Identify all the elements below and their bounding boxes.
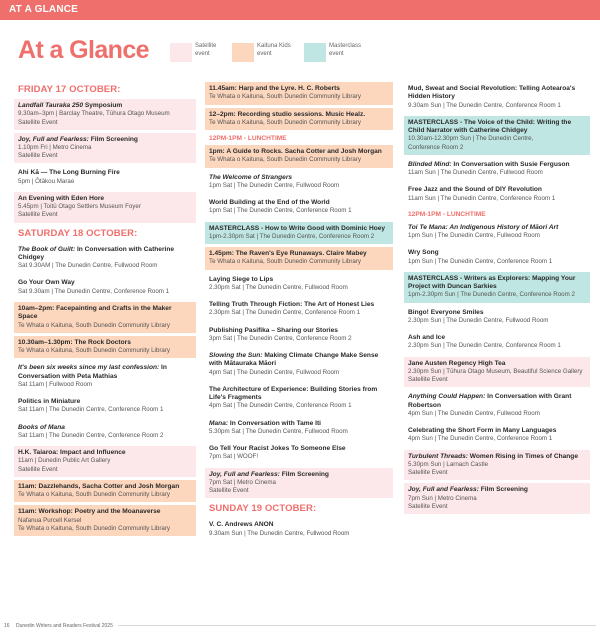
- day-header-sunday: SUNDAY 19 OCTOBER:: [209, 503, 317, 515]
- sunday-afternoon-list: [404, 221, 590, 514]
- sunday-list: [205, 518, 393, 541]
- event-title-text: Ash and Ice: [408, 334, 446, 342]
- event-details: 5.30pm Sat | The Dunedin Centre, Fullwood Room: [209, 427, 348, 435]
- column-1: [14, 82, 196, 539]
- event-title-text: MASTERCLASS - How to Write Good with Dominic Hoey: [209, 224, 386, 232]
- event-entry: [205, 324, 393, 347]
- event-subtitle: Satellite Event: [18, 211, 58, 219]
- event-title: [209, 386, 389, 403]
- event-title: [18, 169, 192, 177]
- event-entry: [205, 383, 393, 414]
- event-title-text: Film Screening: [478, 486, 528, 494]
- event-details: Te Whata o Kaituna, South Dunedin Community Library: [209, 258, 362, 266]
- event-details: 1pm Sun | The Dunedin Centre, Fullwood Room: [408, 232, 540, 240]
- event-title-text: 11am: Dazzlehands, Sacha Cotter and Josh Morgan: [18, 482, 180, 490]
- event-details: 5.45pm | Toitū Otago Settlers Museum Foyer: [18, 203, 141, 211]
- event-title: [209, 225, 389, 233]
- event-title-text: Celebrating the Short Form in Many Languages: [408, 427, 557, 435]
- event-title-italic: Blinded Mind:: [408, 160, 452, 168]
- event-title-text: Film Screening: [279, 470, 329, 478]
- event-title: [18, 424, 192, 432]
- event-details: 4pm Sat | The Dunedin Centre, Conference Room 1: [209, 402, 352, 410]
- event-title: [18, 195, 192, 203]
- event-title-text: In Conversation with Peta Mathias: [18, 364, 167, 380]
- event-title-text: H.K. Taiaroa: Impact and Influence: [18, 449, 126, 456]
- event-entry: [205, 349, 393, 380]
- event-title: [18, 136, 192, 144]
- event-entry: [404, 357, 590, 388]
- saturday-cont-list: [205, 82, 393, 130]
- event-title-text: In Conversation with Catherine Chidgey: [18, 245, 175, 261]
- event-details: 4pm Sat | The Dunedin Centre, Fullwood Room: [209, 368, 340, 376]
- event-details: 1.10pm Fri | Metro Cinema: [18, 144, 92, 151]
- event-title-text: 10.30am–1.30pm: The Rock Doctors: [18, 338, 131, 346]
- event-title-italic: Slowing the Sun:: [209, 352, 263, 359]
- event-entry: [205, 82, 393, 105]
- event-title-italic: Toi Te Mana: An Indigenous History of Māori Art: [408, 223, 559, 231]
- event-details: 4pm Sun | The Dunedin Centre, Fullwood Room: [408, 409, 540, 417]
- event-entry: [205, 518, 393, 541]
- event-title: [408, 453, 586, 461]
- day-header-friday: FRIDAY 17 OCTOBER:: [18, 84, 121, 95]
- event-entry: [404, 183, 590, 206]
- event-subtitle: Te Whata o Kaituna, South Dunedin Community Library: [18, 524, 171, 532]
- event-title-text: An Evening with Eden Hore: [18, 194, 105, 202]
- event-title-text: V. C. Andrews ANON: [209, 521, 274, 529]
- event-title-text: Go Tell Your Racist Jokes To Someone Else: [209, 445, 346, 453]
- event-title: [408, 119, 586, 136]
- event-entry: [14, 99, 196, 130]
- event-details: Te Whata o Kaituna, South Dunedin Community Library: [209, 156, 362, 164]
- event-title-text: Making Climate Change Make Sense with Mātauraka Māori: [209, 352, 379, 368]
- event-entry: [404, 272, 590, 303]
- event-details: Sat 11am | The Dunedin Centre, Conference Room 1: [18, 406, 164, 414]
- event-title: [209, 199, 389, 207]
- event-title-italic: Joy, Full and Fearless:: [18, 135, 89, 143]
- legend-label-masterclass: Masterclass event: [329, 43, 362, 57]
- column-3: [404, 82, 590, 517]
- event-title-text: 11.45am: Harp and the Lyre. H. C. Roberts: [209, 85, 340, 92]
- event-details: 2.30pm Sat | The Dunedin Centre, Fullwood Room: [209, 283, 348, 291]
- friday-list: [14, 99, 196, 223]
- event-details: Te Whata o Kaituna, South Dunedin Community Library: [209, 93, 362, 101]
- event-entry: [205, 273, 393, 296]
- event-title-italic: Joy, Full and Fearless:: [209, 470, 280, 478]
- page-number: 16: [4, 623, 10, 629]
- footer-text: Dunedin Writers and Readers Festival 2025: [15, 623, 113, 629]
- event-details: 1pm Sun | The Dunedin Centre, Conference Room 1: [408, 257, 553, 265]
- event-title: [18, 449, 192, 457]
- event-title: [209, 301, 389, 309]
- event-title-text: MASTERCLASS - Writers as Explorers: Mapping Your Project with Duncan Sarkies: [408, 274, 576, 291]
- event-details: 1pm Sat | The Dunedin Centre, Fullwood Room: [209, 181, 340, 189]
- event-details: 2.30pm Sun | Tūhura Otago Museum, Beautiful Science Gallery: [408, 367, 583, 375]
- event-entry: [205, 298, 393, 321]
- event-details: 3pm Sat | The Dunedin Centre, Conference Room 2: [209, 334, 352, 342]
- event-title: [209, 420, 389, 428]
- event-title: [209, 250, 389, 258]
- event-entry: [14, 421, 196, 444]
- event-title: [18, 339, 192, 347]
- event-title: [209, 276, 389, 284]
- event-entry: [205, 196, 393, 219]
- column-2: [205, 82, 393, 544]
- event-title-italic: Books of Mana: [18, 423, 65, 431]
- event-details: 1pm-2.30pm Sun | The Dunedin Centre, Conference Room 2: [408, 291, 575, 299]
- event-title: [408, 360, 586, 368]
- event-title: [209, 471, 389, 479]
- event-title: [209, 521, 389, 529]
- event-details: 7pm Sat | Metro Cinema: [209, 478, 276, 486]
- event-title: [209, 85, 389, 93]
- event-subtitle: Satellite Event: [408, 376, 448, 384]
- event-entry: [404, 82, 590, 113]
- event-title-text: Bingo! Everyone Smiles: [408, 308, 484, 316]
- page-title: At a Glance: [18, 36, 149, 64]
- event-entry: [205, 108, 393, 131]
- event-title-text: In Conversation with Susie Ferguson: [451, 160, 570, 168]
- event-title-text: 11am: Workshop: Poetry and the Moanaverse: [18, 508, 161, 516]
- legend-label-satellite: Satellite event: [195, 43, 217, 57]
- event-subtitle: Satellite Event: [408, 502, 448, 510]
- event-title-italic: Joy, Full and Fearless:: [408, 486, 479, 494]
- event-entry: [404, 450, 590, 481]
- event-title: [408, 224, 586, 232]
- event-title-text: In Conversation with Grant Robertson: [408, 393, 572, 409]
- event-subtitle: Satellite Event: [18, 465, 58, 473]
- event-title-text: Wry Song: [408, 249, 439, 257]
- event-details: 2.30pm Sat | The Dunedin Centre, Conference Room 1: [209, 309, 361, 317]
- event-entry: [404, 158, 590, 181]
- event-title: [408, 275, 586, 292]
- event-entry: [205, 171, 393, 194]
- legend-label-kids: Kaituna Kids event: [257, 43, 291, 57]
- event-entry: [14, 361, 196, 392]
- event-entry: [205, 442, 393, 465]
- event-details: 1pm-2.30pm Sat | The Dunedin Centre, Conference Room 2: [209, 232, 375, 240]
- event-title-text: 10am–2pm: Facepainting and Crafts in the Maker Space: [18, 304, 172, 321]
- event-title-text: In Conversation with Tame Iti: [228, 419, 321, 427]
- saturday-list: [14, 243, 196, 536]
- event-title-text: Jane Austen Regency High Tea: [408, 359, 506, 367]
- event-details: Sat 11am | Fullwood Room: [18, 380, 93, 388]
- event-subtitle: Satellite Event: [408, 469, 448, 477]
- event-entry: [404, 221, 590, 244]
- event-entry: [404, 424, 590, 447]
- legend-kids: [232, 43, 291, 62]
- event-title: [18, 508, 192, 516]
- event-details: 2.30pm Sun | The Dunedin Centre, Conference Room 1: [408, 342, 561, 350]
- event-entry: [14, 133, 196, 164]
- event-title: [408, 249, 586, 257]
- event-details: 9.30am Sun | The Dunedin Centre, Conference Room 1: [408, 101, 561, 109]
- event-title: [209, 445, 389, 453]
- event-title: [18, 305, 192, 322]
- event-title: [408, 161, 586, 169]
- event-details: Nafanua Purcell Kersel: [18, 516, 82, 524]
- event-title: [18, 279, 192, 287]
- event-entry: [404, 116, 590, 155]
- legend-swatch-masterclass: [304, 43, 326, 62]
- event-entry: [404, 483, 590, 514]
- event-title-italic: It's been six weeks since my last confession:: [18, 364, 160, 372]
- event-entry: [205, 247, 393, 270]
- event-details: 1pm Sat | The Dunedin Centre, Conference Room 1: [209, 207, 352, 215]
- event-entry: [14, 480, 196, 503]
- event-details: 9.30am–3pm | Barclay Theatre, Tūhura Otago Museum: [18, 110, 170, 118]
- event-title-text: 1.45pm: The Raven's Eye Runaways. Claire Mabey: [209, 250, 367, 257]
- event-title-text: 1pm: A Guide to Rocks. Sacha Cotter and Josh Morgan: [209, 148, 382, 155]
- event-details: Te Whata o Kaituna, South Dunedin Community Library: [209, 118, 362, 126]
- event-entry: [205, 417, 393, 440]
- event-title-text: The Architecture of Experience: Building Stories from Life's Fragments: [209, 385, 378, 402]
- event-title: [209, 148, 389, 156]
- event-title-italic: Turbulent Threads:: [408, 452, 468, 460]
- event-title: [18, 364, 192, 381]
- event-title: [18, 398, 192, 406]
- event-subtitle: Satellite Event: [209, 487, 249, 495]
- event-entry: [404, 246, 590, 269]
- event-details: 10.30am-12.30pm Sun | The Dunedin Centre,: [408, 135, 534, 143]
- footer: [4, 623, 113, 629]
- event-entry: [205, 145, 393, 168]
- event-entry: [404, 306, 590, 329]
- event-title: [209, 327, 389, 335]
- event-title-text: World Building at the End of the World: [209, 199, 330, 206]
- legend-satellite: [170, 43, 220, 62]
- event-entry: [14, 336, 196, 359]
- event-title: [408, 486, 586, 494]
- event-title: [18, 483, 192, 491]
- event-title: [408, 85, 586, 102]
- event-details: 9.30am Sun | The Dunedin Centre, Fullwood Room: [209, 529, 350, 537]
- event-details: 5.30pm Sun | Larnach Castle: [408, 460, 489, 468]
- event-title-text: Telling Truth Through Fiction: The Art of Honest Lies: [209, 301, 375, 308]
- event-entry: [205, 468, 393, 499]
- footer-rule: [118, 625, 596, 626]
- event-details: 5pm | Ōtākou Marae: [18, 177, 75, 185]
- event-title: [408, 186, 586, 194]
- event-title-text: Women Rising in Times of Change: [467, 452, 578, 460]
- event-title: [408, 393, 586, 410]
- event-details: 7pm Sun | Metro Cinema: [408, 494, 477, 502]
- event-title: [209, 174, 389, 182]
- event-entry: [14, 302, 196, 333]
- event-subtitle: Satellite Event: [18, 118, 58, 126]
- event-subtitle: Conference Room 2: [408, 143, 464, 151]
- event-title-text: Free Jazz and the Sound of DIY Revolution: [408, 186, 542, 194]
- legend-swatch-satellite: [170, 43, 192, 62]
- event-details: Te Whata o Kaituna, South Dunedin Community Library: [18, 321, 171, 329]
- event-title: [209, 111, 389, 119]
- event-details: 2.30pm Sun | The Dunedin Centre, Fullwood Room: [408, 316, 549, 324]
- event-title-text: 12–2pm: Recording studio sessions. Music Healz.: [209, 110, 366, 118]
- event-details: Te Whata o Kaituna, South Dunedin Community Library: [18, 491, 171, 498]
- lunch-header-sunday: 12PM-1PM - LUNCHTIME: [408, 210, 486, 218]
- event-title-italic: Mana:: [209, 419, 229, 427]
- event-entry: [404, 390, 590, 421]
- event-title-italic: Landfall Tauraka 250: [18, 102, 83, 109]
- event-title-text: Politics in Miniature: [18, 398, 81, 405]
- event-title: [209, 352, 389, 369]
- event-details: Te Whata o Kaituna, South Dunedin Community Library: [18, 347, 171, 354]
- lunch-header-saturday: 12PM-1PM - LUNCHTIME: [209, 135, 287, 142]
- event-title-text: MASTERCLASS - The Voice of the Child: Writing the Child Narrator with Catherine Chidgey: [408, 118, 572, 135]
- event-details: Sat 11am | The Dunedin Centre, Conference Room 2: [18, 431, 164, 439]
- event-title: [408, 309, 586, 317]
- event-details: 4pm Sun | The Dunedin Centre, Conference Room 1: [408, 435, 553, 443]
- header-band-label: AT A GLANCE: [9, 4, 79, 15]
- day-header-saturday: SATURDAY 18 OCTOBER:: [18, 227, 138, 239]
- event-title: [408, 334, 586, 342]
- event-entry: [205, 222, 393, 245]
- event-title-italic: The Book of Guilt:: [18, 245, 76, 253]
- event-entry: [14, 276, 196, 299]
- event-details: 11am | Dunedin Public Art Gallery: [18, 457, 111, 465]
- event-entry: [14, 446, 196, 477]
- event-title: [18, 246, 192, 263]
- event-entry: [14, 192, 196, 223]
- event-title-text: Laying Siege to Lips: [209, 275, 274, 283]
- event-title-text: Symposium: [83, 102, 123, 109]
- sunday-morning-list: [404, 82, 590, 206]
- event-title: [408, 427, 586, 435]
- event-subtitle: Satellite Event: [18, 152, 58, 160]
- event-title-italic: Anything Could Happen:: [408, 393, 486, 401]
- event-title: [18, 102, 192, 110]
- event-title-text: Go Your Own Way: [18, 279, 75, 287]
- event-details: 11am Sun | The Dunedin Centre, Conference Room 1: [408, 194, 556, 202]
- legend-swatch-kids: [232, 43, 254, 62]
- legend-masterclass: [304, 43, 362, 62]
- event-entry: [14, 395, 196, 418]
- event-title-text: Mud, Sweat and Social Revolution: Telling Aotearoa's Hidden History: [408, 85, 576, 101]
- event-details: 11am Sun | The Dunedin Centre, Fullwood Room: [408, 169, 543, 177]
- event-title-italic: The Welcome of Strangers: [209, 173, 293, 181]
- event-details: Sat 9.30AM | The Dunedin Centre, Fullwood Room: [18, 262, 158, 270]
- event-title-text: Film Screening: [88, 135, 138, 143]
- header-band: [0, 0, 600, 20]
- event-entry: [404, 331, 590, 354]
- saturday-afternoon-list: [205, 145, 393, 498]
- event-entry: [14, 166, 196, 189]
- event-entry: [14, 243, 196, 274]
- event-title-text: Publishing Pasifika – Sharing our Stories: [209, 326, 338, 334]
- event-entry: [14, 505, 196, 536]
- event-details: 7pm Sat | WOOF!: [209, 453, 259, 461]
- event-details: Sat 9.30am | The Dunedin Centre, Conference Room 1: [18, 287, 170, 295]
- event-title-text: Ahi Kā — The Long Burning Fire: [18, 169, 120, 177]
